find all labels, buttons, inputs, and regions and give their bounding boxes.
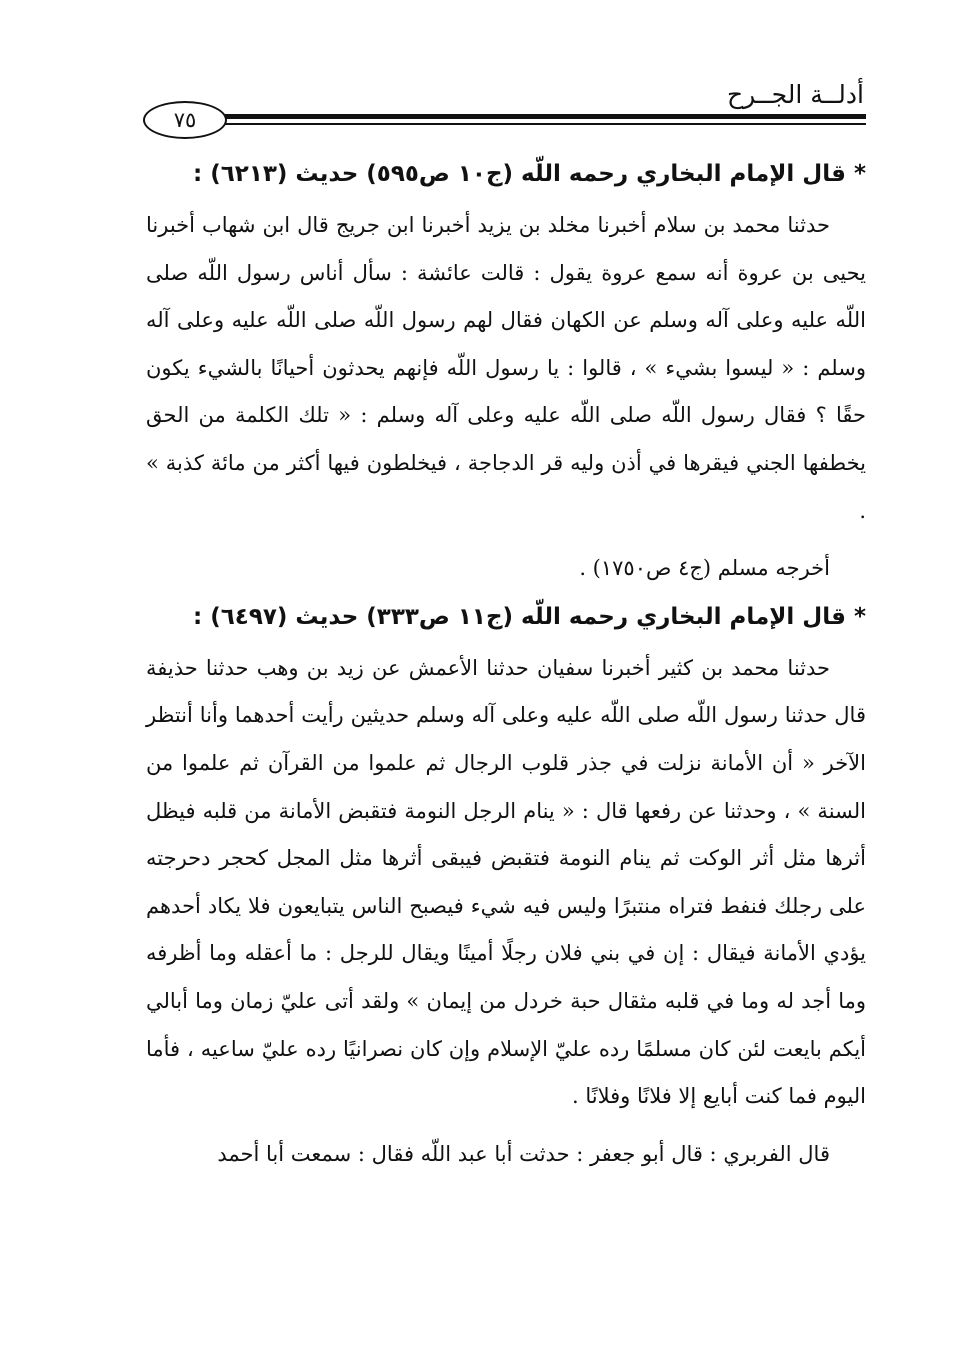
- section-heading: * قال الإمام البخاري رحمه اللّه (ج١٠ ص٥٩٥) حديث (٦٢١٣) :: [193, 161, 866, 187]
- header-rule-thin: [210, 123, 866, 125]
- hadith-text: حدثنا محمد بن سلام أخبرنا مخلد بن يزيد أخبرنا ابن جريج قال ابن شهاب أخبرنا يحيى بن عروة أنه سمع عروة يقول : قالت عائشة : سأل أناس رسول اللّه صلى اللّه عليه وعلى آله وسلم عن الكهان فقال لهم رسول اللّه صلى اللّه عليه وعلى آله وسلم : « ليسوا بشيء » ، قالوا : يا رسول اللّه فإنهم يحدثون أحيانًا بالشيء يكون حقًا ؟ فقال رسول اللّه صلى اللّه عليه وعلى آله وسلم : « تلك الكلمة من الحق يخطفها الجني فيقرها في أذن وليه قر الدجاجة ، فيخلطون فيها أكثر من مائة كذبة » .: [146, 213, 866, 523]
- hadith-section-2: [146, 593, 866, 1121]
- takhrij-note: أخرجه مسلم (ج٤ ص١٧٥٠) .: [579, 556, 830, 581]
- header-rule-thick: [210, 114, 866, 119]
- section-heading: * قال الإمام البخاري رحمه اللّه (ج١١ ص٣٣٣) حديث (٦٤٩٧) :: [193, 603, 866, 630]
- page-content: [146, 150, 866, 1178]
- hadith-text: حدثنا محمد بن كثير أخبرنا سفيان حدثنا الأعمش عن زيد بن وهب حدثنا حذيفة قال حدثنا رسول اللّه صلى اللّه عليه وعلى آله وسلم حديثين رأيت أحدهما وأنا أنتظر الآخر « أن الأمانة نزلت في جذر قلوب الرجال ثم علموا من القرآن ثم علموا من السنة » ، وحدثنا عن رفعها قال : « ينام الرجل النومة فتقبض الأمانة من قلبه فيظل أثرها مثل أثر الوكت ثم ينام النومة فتقبض فيبقى أثرها مثل المجل كحجر دحرجته على رجلك فنفط فتراه منتبرًا وليس فيه شيء فيصبح الناس يتبايعون فلا يكاد أحدهم يؤدي الأمانة فيقال : إن في بني فلان رجلًا أمينًا ويقال للرجل : ما أعقله وما أظرفه وما أجد له وما في قلبه مثقال حبة خردل من إيمان » ولقد أتى عليّ زمان وما أبالي أيكم بايعت لئن كان مسلمًا رده عليّ الإسلام وإن كان نصرانيًا رده عليّ ساعيه ، فأما اليوم فما كنت أبايع إلا فلانًا وفلانًا .: [146, 655, 866, 1109]
- running-title: أدلــة الجــرح: [727, 80, 864, 109]
- closing-line: قال الفربري : قال أبو جعفر : حدثت أبا عبد اللّه فقال : سمعت أبا أحمد: [217, 1141, 830, 1166]
- page-number: ٧٥: [143, 101, 227, 139]
- hadith-section-1: [146, 150, 866, 593]
